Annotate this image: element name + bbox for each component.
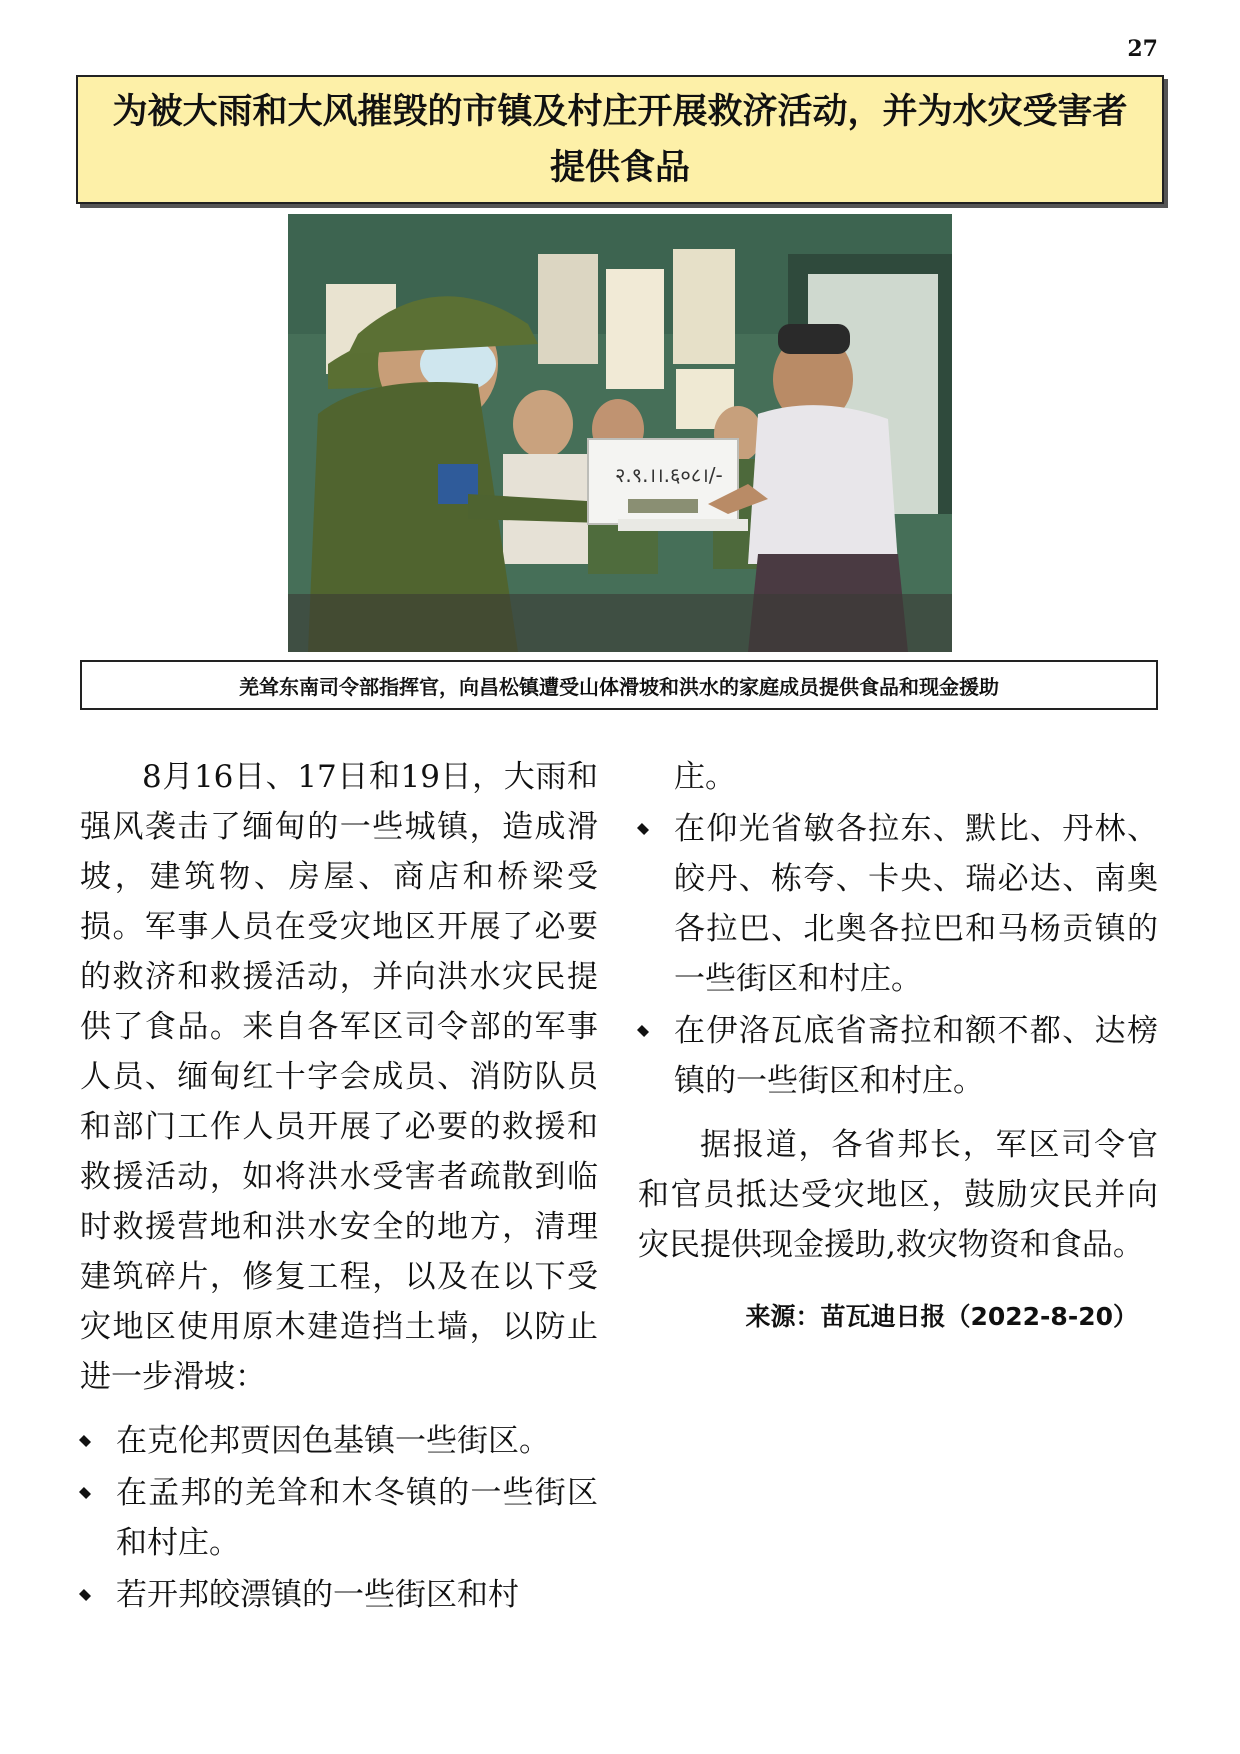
list-item: 在伊洛瓦底省斋拉和额不都、达榜镇的一些街区和村庄。 [638,1006,1158,1106]
closing-paragraph: 据报道，各省邦长，军区司令官和官员抵达受灾地区，鼓励灾民并向灾民提供现金援助,救灾物资和食品。 [638,1127,1158,1263]
right-column [638,752,1158,1342]
list-item: 在克伦邦贾因色基镇一些街区。 [80,1416,598,1466]
left-column [80,752,598,1622]
diamond-bullet-icon [79,1487,91,1499]
page-number: 27 [1127,36,1158,62]
photo-caption: 羌耸东南司令部指挥官，向昌松镇遭受山体滑坡和洪水的家庭成员提供食品和现金援助 [239,674,999,699]
title-banner [76,75,1164,204]
left-bullet-list [80,1416,598,1620]
list-item: 在仰光省敏各拉东、默比、丹林、皎丹、栋夸、卡央、瑞必达、南奥各拉巴、北奥各拉巴和马杨贡镇的一些街区和村庄。 [638,804,1158,1004]
diamond-bullet-icon [637,823,649,835]
list-item: 若开邦皎漂镇的一些街区和村 [80,1570,598,1620]
right-bullet-list [638,804,1158,1106]
diamond-bullet-icon [79,1589,91,1601]
photo-caption-box [80,660,1158,710]
intro-paragraph: 8月16日、17日和19日，大雨和强风袭击了缅甸的一些城镇，造成滑坡，建筑物、房屋、商店和桥梁受损。军事人员在受灾地区开展了必要的救济和救援活动，并向洪水灾民提供了食品。来自各军区司令部的军事人员、缅甸红十字会成员、消防队员和部门工作人员开展了必要的救援和救援活动，如将洪水受害者疏散到临时救援营地和洪水安全的地方，清理建筑碎片，修复工程，以及在以下受灾地区使用原木建造挡土墙，以防止进一步滑坡： [80,759,598,1395]
box-label: २.९.।।.६०८।/- [615,463,723,487]
source-citation: 来源：苗瓦迪日报（2022-8-20） [745,1302,1138,1331]
list-item: 在孟邦的羌耸和木冬镇的一些街区和村庄。 [80,1468,598,1568]
article-title: 为被大雨和大风摧毁的市镇及村庄开展救济活动，并为水灾受害者提供食品 [112,91,1128,188]
news-photo [288,214,952,652]
list-continuation: 庄。 [674,759,736,795]
photo-illustration [288,214,952,652]
diamond-bullet-icon [79,1435,91,1447]
diamond-bullet-icon [637,1025,649,1037]
